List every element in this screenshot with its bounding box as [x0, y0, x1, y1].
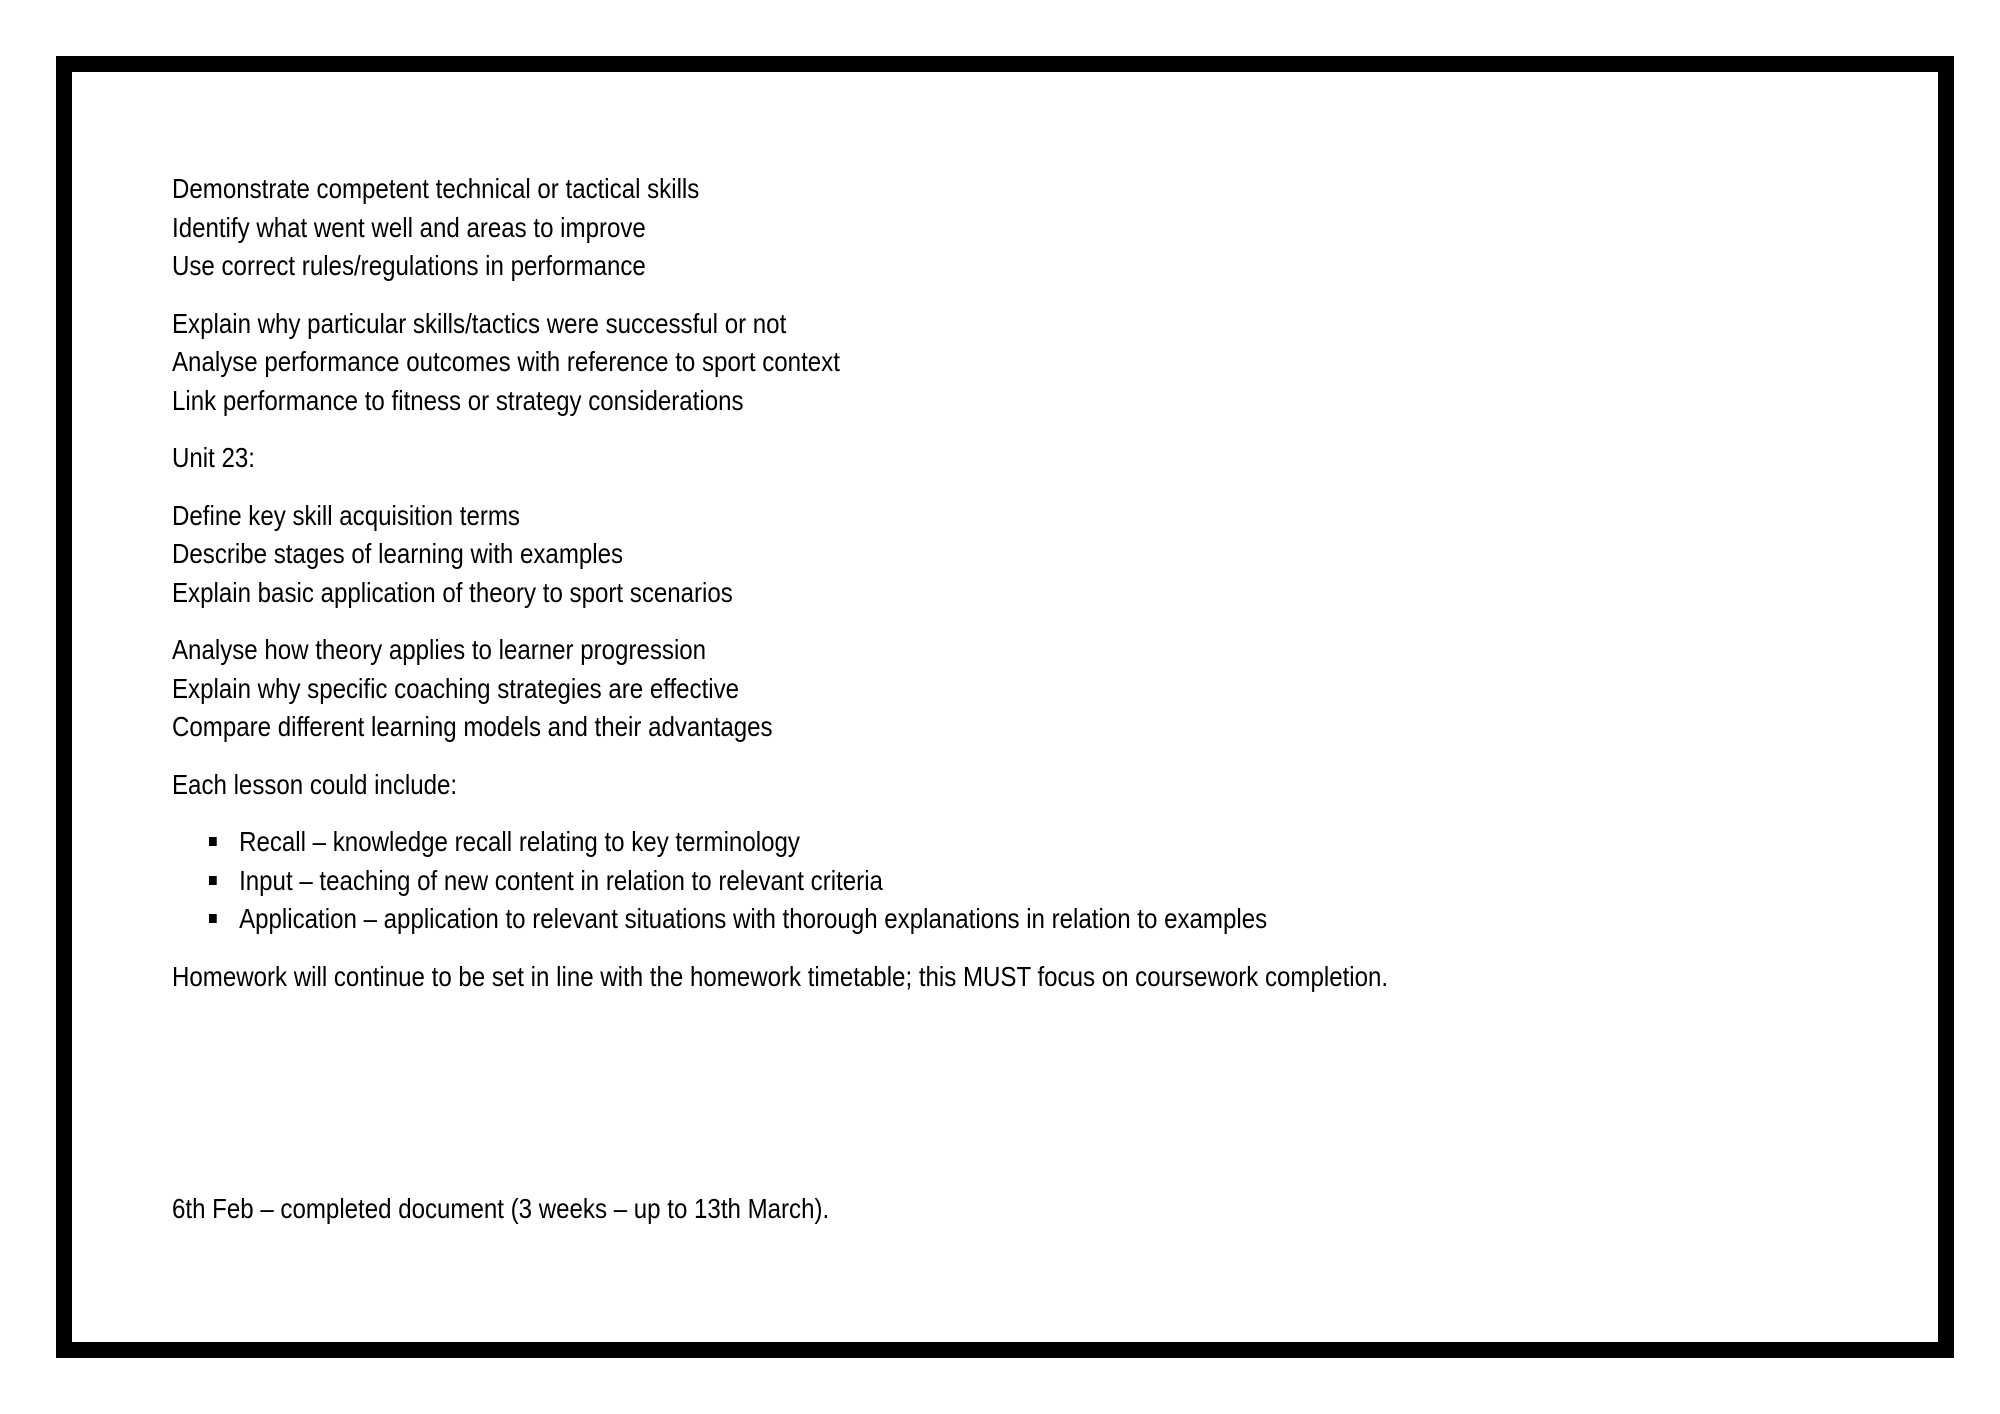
- list-item: [172, 823, 1634, 862]
- text-line: Explain why particular skills/tactics were successful or not: [172, 307, 787, 339]
- theory-analysis-criteria: [172, 631, 1634, 747]
- text-line: Link performance to fitness or strategy considerations: [172, 384, 744, 416]
- text-line: Define key skill acquisition terms: [172, 499, 520, 531]
- lesson-intro: Each lesson could include:: [172, 768, 458, 800]
- performance-criteria: [172, 170, 1634, 286]
- list-item-text: Application – application to relevant situations with thorough explanations in relation to examples: [239, 903, 1268, 934]
- text-line: Identify what went well and areas to improve: [172, 211, 646, 243]
- text-line: Use correct rules/regulations in performance: [172, 250, 646, 281]
- square-bullet-icon: [209, 876, 217, 885]
- list-item: [172, 862, 1634, 901]
- unit-heading-group: [172, 439, 1634, 478]
- unit-heading: Unit 23:: [172, 442, 255, 473]
- lesson-intro-group: [172, 766, 1634, 805]
- text-line: Explain why specific coaching strategies are effective: [172, 672, 740, 704]
- text-line: Analyse how theory applies to learner progression: [172, 634, 707, 665]
- deadline-note: 6th Feb – completed document (3 weeks – up to 13th March).: [172, 1193, 830, 1224]
- square-bullet-icon: [209, 914, 217, 923]
- skill-acquisition-criteria: [172, 497, 1634, 613]
- square-bullet-icon: [209, 837, 217, 846]
- list-item-text: Input – teaching of new content in relation to relevant criteria: [239, 864, 883, 896]
- text-line: Explain basic application of theory to sport scenarios: [172, 576, 733, 608]
- text-line: Analyse performance outcomes with reference to sport context: [172, 346, 840, 377]
- text-line: Compare different learning models and their advantages: [172, 711, 773, 742]
- document-body: [172, 170, 1634, 996]
- list-item: [172, 900, 1634, 939]
- analysis-criteria: [172, 305, 1634, 421]
- text-line: Demonstrate competent technical or tactical skills: [172, 173, 700, 204]
- lesson-components-list: [172, 823, 1634, 939]
- list-item-text: Recall – knowledge recall relating to key terminology: [239, 826, 800, 857]
- text-line: Describe stages of learning with examples: [172, 538, 624, 569]
- homework-note: Homework will continue to be set in line with the homework timetable; this MUST focus on coursework completion.: [172, 960, 1389, 992]
